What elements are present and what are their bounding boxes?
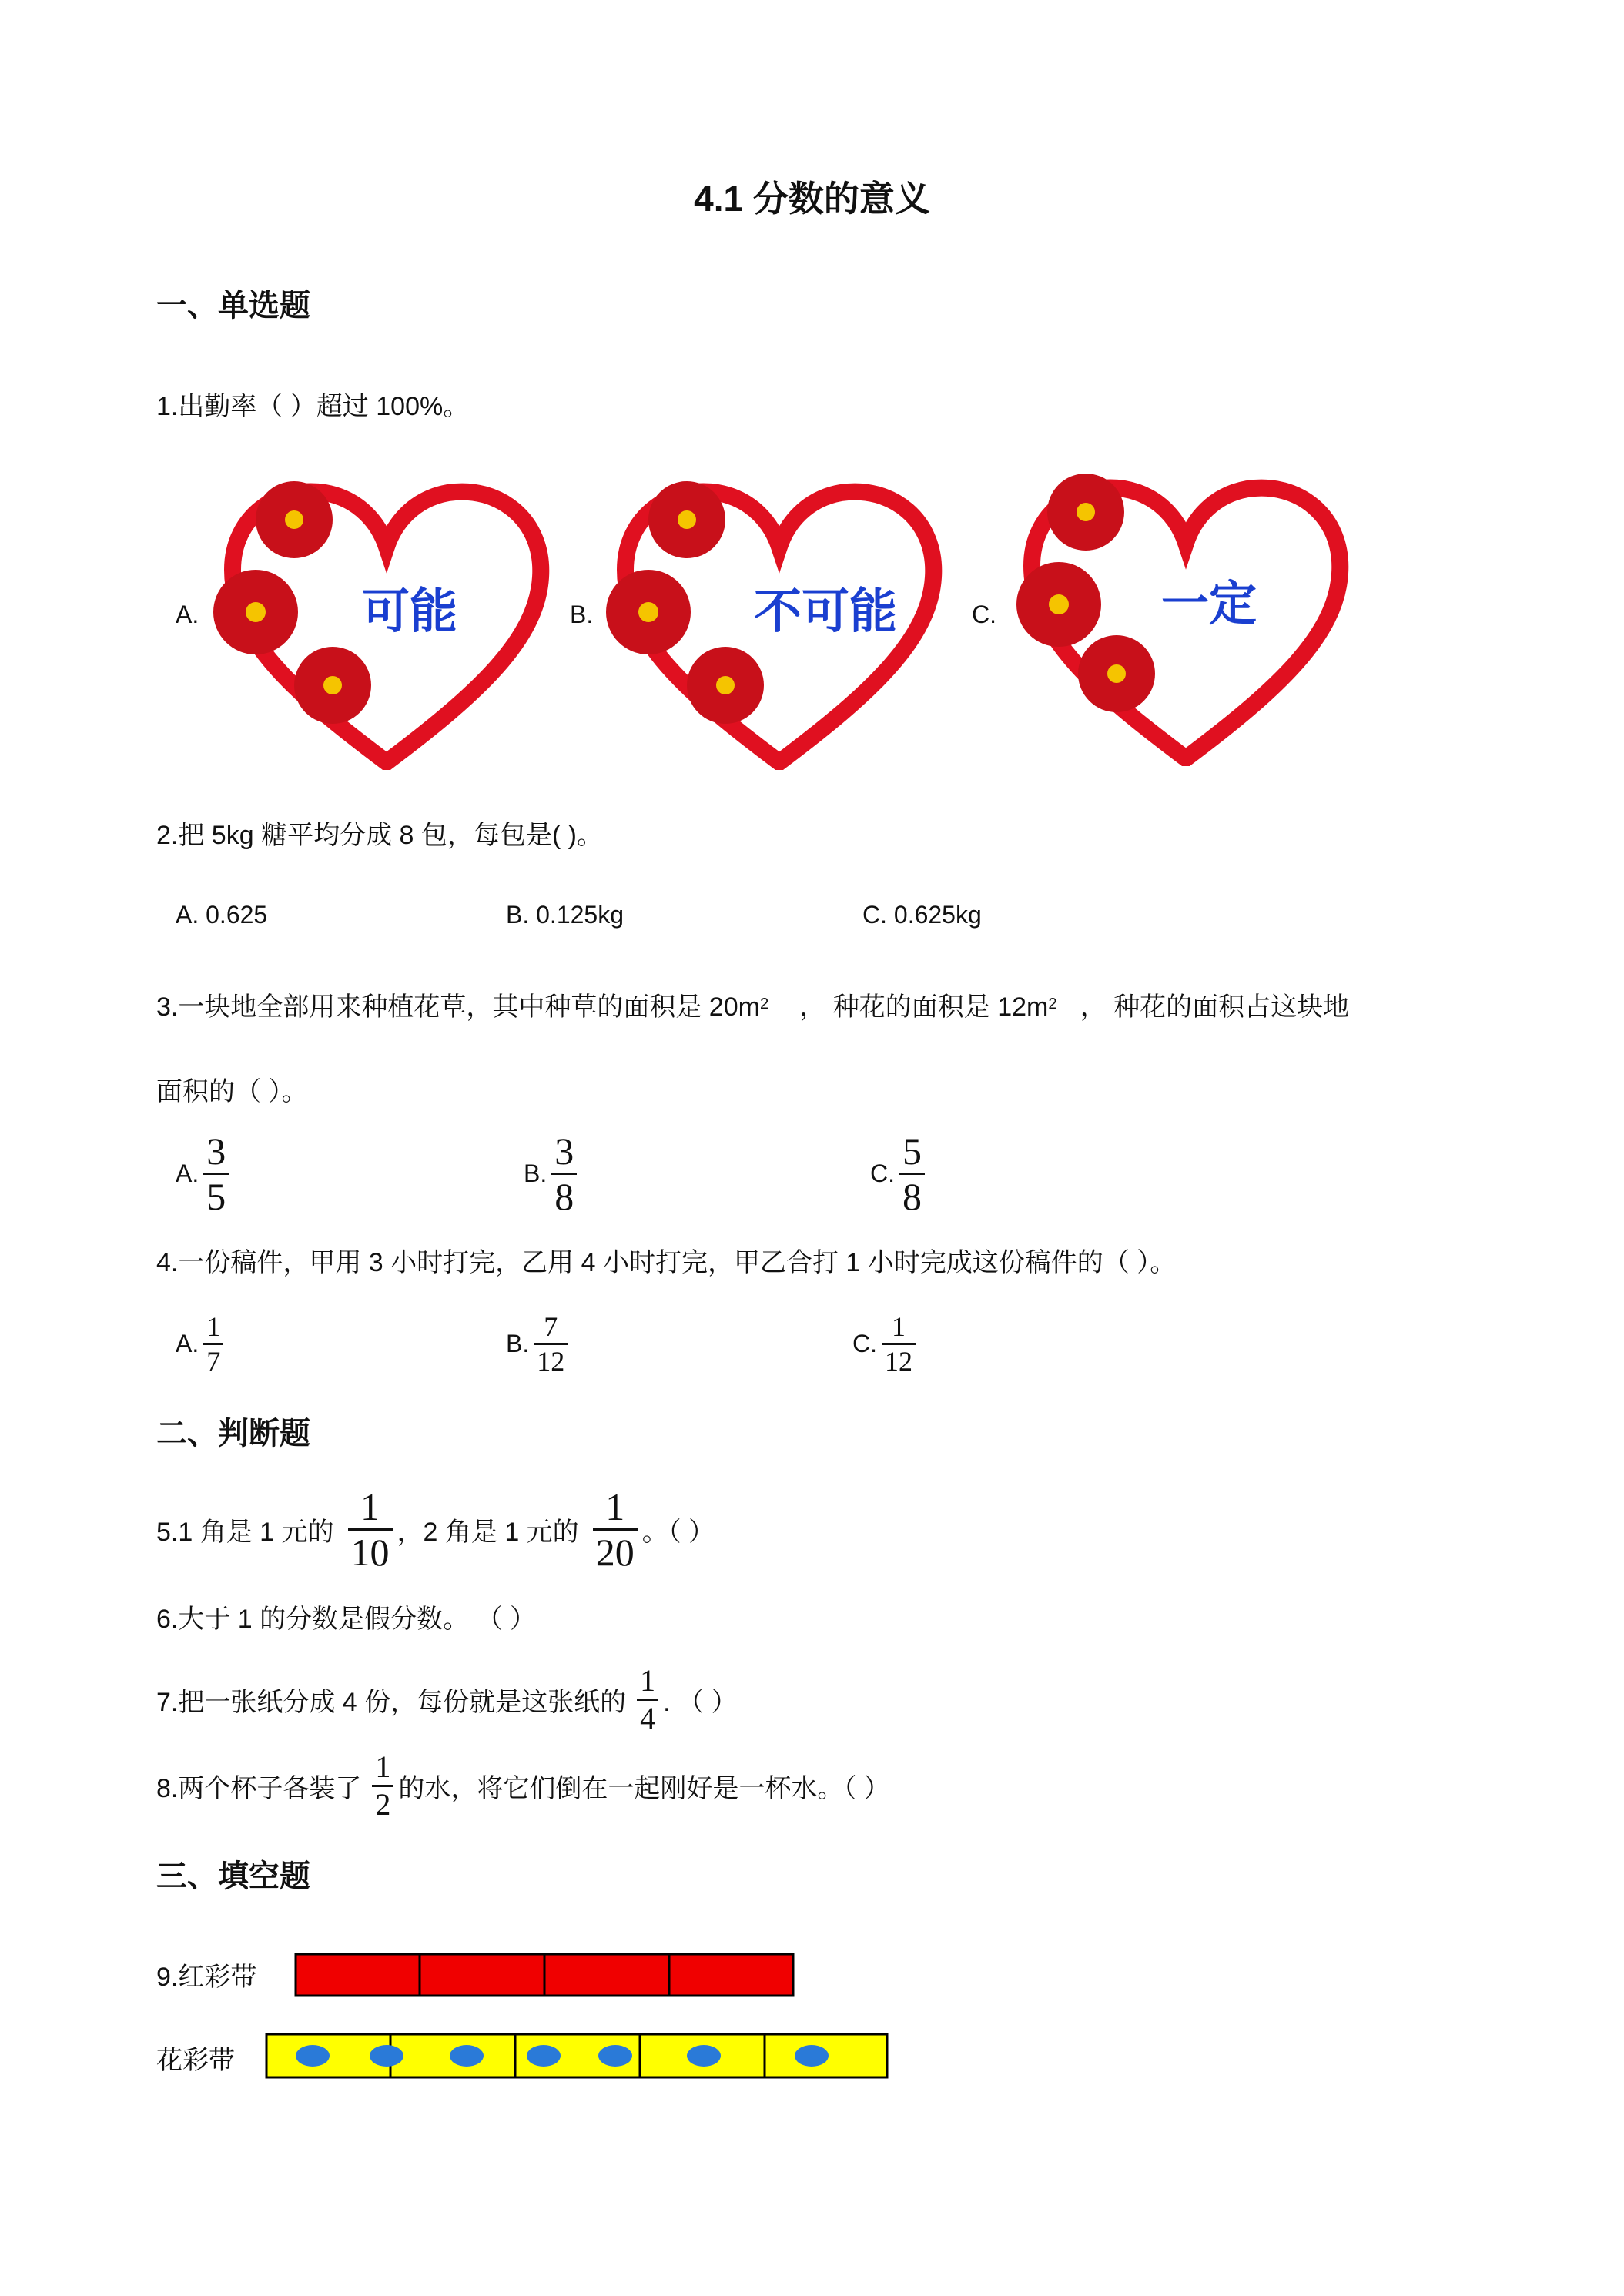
q3-option-a-label: A.: [176, 1160, 199, 1187]
q5-text-part-1: 5.1 角是 1 元的: [156, 1518, 334, 1547]
q1-option-c-heart-image[interactable]: [1001, 458, 1371, 766]
q3-option-a-fraction: $\frac{3}{5}$: [203, 1132, 229, 1216]
q3-option-b-fraction: $\frac{3}{8}$: [551, 1132, 577, 1216]
q7-text-part-2: . （ ）: [663, 1688, 738, 1717]
q4-option-b-fraction: $\frac{7}{12}$: [534, 1313, 568, 1375]
q4-option-c[interactable]: [852, 1313, 920, 1375]
question-5: [156, 1485, 715, 1574]
section-heading-true-false: 二、判断题: [156, 1417, 310, 1451]
q3-option-a[interactable]: [176, 1132, 233, 1216]
question-4: 4.一份稿件，甲用 3 小时打完，乙用 4 小时打完，甲乙合打 1 小时完成这份稿件的（ ）。: [156, 1248, 1177, 1277]
q3-text-part-3: ， 种花的面积占这块地: [1080, 992, 1350, 1022]
q4-option-a[interactable]: [176, 1313, 228, 1375]
section-heading-single-choice: 一、单选题: [156, 289, 310, 323]
q8-text-part-2: 的水，将它们倒在一起刚好是一杯水。（ ）: [398, 1774, 890, 1803]
q5-text-part-3: 。（ ）: [641, 1518, 715, 1547]
q1-option-a-heart-image[interactable]: [202, 462, 571, 770]
q2-option-b[interactable]: B. 0.125kg: [506, 901, 624, 929]
q1-option-b-word: 不可能: [753, 583, 898, 639]
q1-option-c-word: 一定: [1160, 575, 1257, 631]
question-6: 6.大于 1 的分数是假分数。 （ ）: [156, 1605, 537, 1634]
q7-text-part-1: 7.把一张纸分成 4 份，每份就是这张纸的: [156, 1688, 627, 1717]
question-8: [156, 1749, 890, 1822]
q5-fraction-2: $\frac{1}{20}$: [593, 1488, 638, 1571]
q3-option-c[interactable]: [870, 1132, 929, 1216]
q3-option-c-label: C.: [870, 1160, 895, 1187]
question-3: [156, 986, 1349, 1023]
q2-option-c[interactable]: C. 0.625kg: [862, 901, 982, 929]
section-heading-fill-blank: 三、填空题: [156, 1859, 310, 1893]
q3-superscript-1: 2: [759, 996, 769, 1012]
red-ribbon-image: [294, 1953, 796, 1999]
question-7: [156, 1665, 738, 1734]
q1-option-c-label[interactable]: C.: [972, 601, 996, 628]
q5-fraction-1: $\frac{1}{10}$: [348, 1488, 393, 1571]
q4-option-b-label: B.: [506, 1330, 530, 1357]
q3-option-c-fraction: $\frac{5}{8}$: [899, 1132, 925, 1216]
q5-text-part-2: ，2 角是 1 元的: [397, 1518, 579, 1547]
flower-ribbon-label: 花彩带: [156, 2046, 235, 2075]
q3-superscript-2: 2: [1048, 996, 1057, 1012]
q4-option-c-fraction: $\frac{1}{12}$: [882, 1313, 916, 1375]
q1-option-b-heart-image[interactable]: [594, 462, 964, 770]
question-9-red-ribbon-label: 9.红彩带: [156, 1963, 257, 1992]
q3-option-b[interactable]: [524, 1132, 581, 1216]
q1-option-a-label[interactable]: A.: [176, 601, 199, 628]
q1-option-a-word: 可能: [361, 583, 458, 639]
flower-ribbon-image: [265, 2033, 890, 2080]
q3-text-part-1: 3.一块地全部用来种植花草，其中种草的面积是 20m: [156, 992, 760, 1022]
q4-option-c-label: C.: [852, 1330, 877, 1357]
q3-option-b-label: B.: [524, 1160, 547, 1187]
question-1: 1.出勤率（ ）超过 100%。: [156, 392, 470, 421]
q8-text-part-1: 8.两个杯子各装了: [156, 1774, 362, 1803]
page-title: 4.1 分数的意义: [694, 179, 930, 219]
q4-option-a-label: A.: [176, 1330, 199, 1357]
q2-option-a[interactable]: A. 0.625: [176, 901, 268, 929]
q1-option-b-label[interactable]: B.: [570, 601, 594, 628]
question-2: 2.把 5kg 糖平均分成 8 包，每包是( )。: [156, 821, 603, 850]
q4-option-b[interactable]: [506, 1313, 572, 1375]
q7-fraction: $\frac{1}{4}$: [637, 1665, 658, 1734]
q3-text-part-2: ， 种花的面积是 12m: [799, 992, 1049, 1022]
q8-fraction: $\frac{1}{2}$: [372, 1752, 393, 1820]
q4-option-a-fraction: $\frac{1}{7}$: [203, 1313, 223, 1375]
question-3-line-2: 面积的（ ）。: [156, 1077, 308, 1106]
